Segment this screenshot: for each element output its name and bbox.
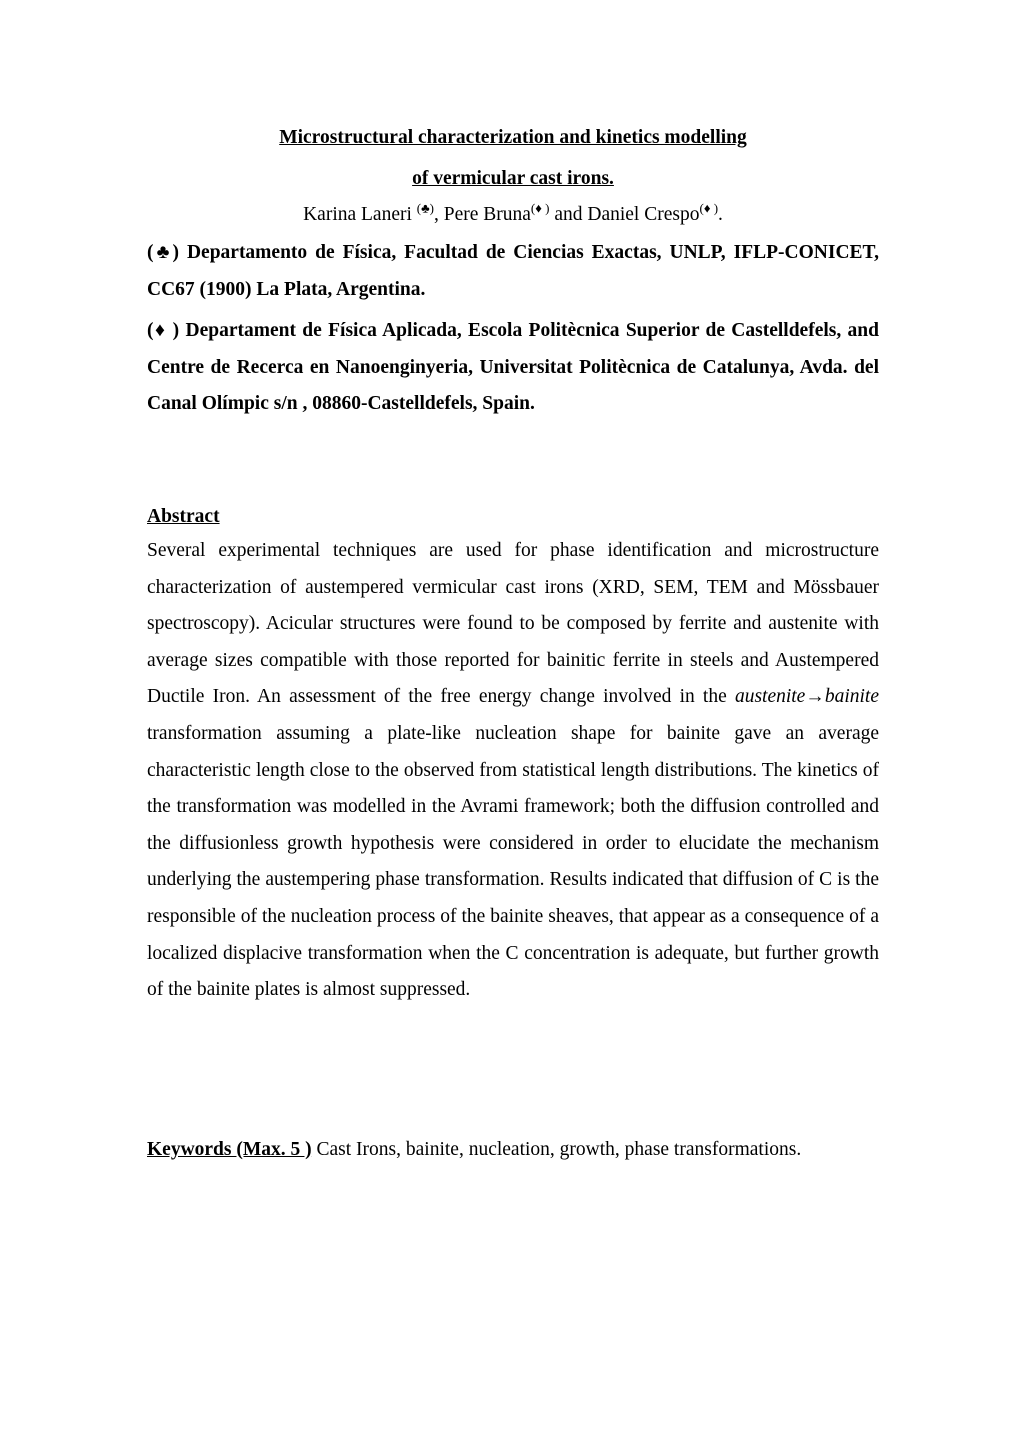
abstract-heading: Abstract — [147, 505, 220, 527]
abstract-text-after-italic: transformation assuming a plate-like nucleation shape for bainite gave an average characteristic length close to the observed from statistical length distributions. The kinetics of the transformation was modelled in the Avrami framework; both the diffusion controlled and the diffusionless growth hypothesis were considered in order to elucidate the mechanism underlying the austempering phase transformation. Results indicated that diffusion of C is the responsible of the nucleation process of the bainite sheaves, that appear as a consequence of a localized displacive transformation when the C concentration is adequate, but further growth of the bainite plates is almost suppressed. — [147, 722, 879, 1001]
keywords-line — [147, 1132, 879, 1169]
abstract-italic-segment: austenite→bainite — [734, 686, 879, 708]
keywords-label: Keywords (Max. 5 ) — [147, 1138, 312, 1160]
author-2: , Pere Bruna — [433, 204, 531, 225]
author-3-affiliation-mark: (♦ ) — [699, 200, 719, 216]
authors-period: . — [718, 204, 723, 225]
affiliation-2 — [147, 313, 879, 423]
page-content — [147, 117, 879, 1168]
keywords-text: Cast Irons, bainite, nucleation, growth, phase transformations. — [311, 1138, 802, 1160]
author-1: Karina Laneri — [303, 204, 417, 225]
paper-title-line-1: Microstructural characterization and kinetics modelling — [279, 127, 747, 148]
affiliation-1 — [147, 235, 879, 308]
abstract-text-before-italic: Several experimental techniques are used for phase identification and microstructure characterization of austempered vermicular cast irons (XRD, SEM, TEM and Mössbauer spectroscopy). Acicular structures were found to be composed by ferrite and austenite with average sizes compatible with those reported for bainitic ferrite in steels and Austempered Ductile Iron. An assessment of the free energy change involved in the — [147, 539, 879, 708]
affiliation-1-text: Departamento de Física, Facultad de Ciencias Exactas, UNLP, IFLP-CONICET, CC67 (1900) La Plata, Argentina. — [147, 242, 879, 300]
affiliation-2-text: Departament de Física Aplicada, Escola Politècnica Superior de Castelldefels, and Centre de Recerca en Nanoenginyeria, Universitat Politècnica de Catalunya, Avda. del Canal Olímpic s/n , 08860-Castelldefels, Spain. — [147, 320, 880, 415]
paper-title — [147, 117, 879, 199]
author-2-affiliation-mark: (♦ ) — [530, 200, 550, 216]
author-3: and Daniel Crespo — [549, 204, 700, 225]
paper-title-line-2: of vermicular cast irons. — [412, 168, 614, 189]
author-1-affiliation-mark: (♣) — [416, 200, 434, 216]
affiliation-1-marker: (♣) — [147, 242, 179, 263]
authors-line — [147, 199, 879, 230]
affiliation-2-marker: (♦ ) — [147, 320, 180, 342]
abstract-paragraph — [147, 533, 879, 1009]
